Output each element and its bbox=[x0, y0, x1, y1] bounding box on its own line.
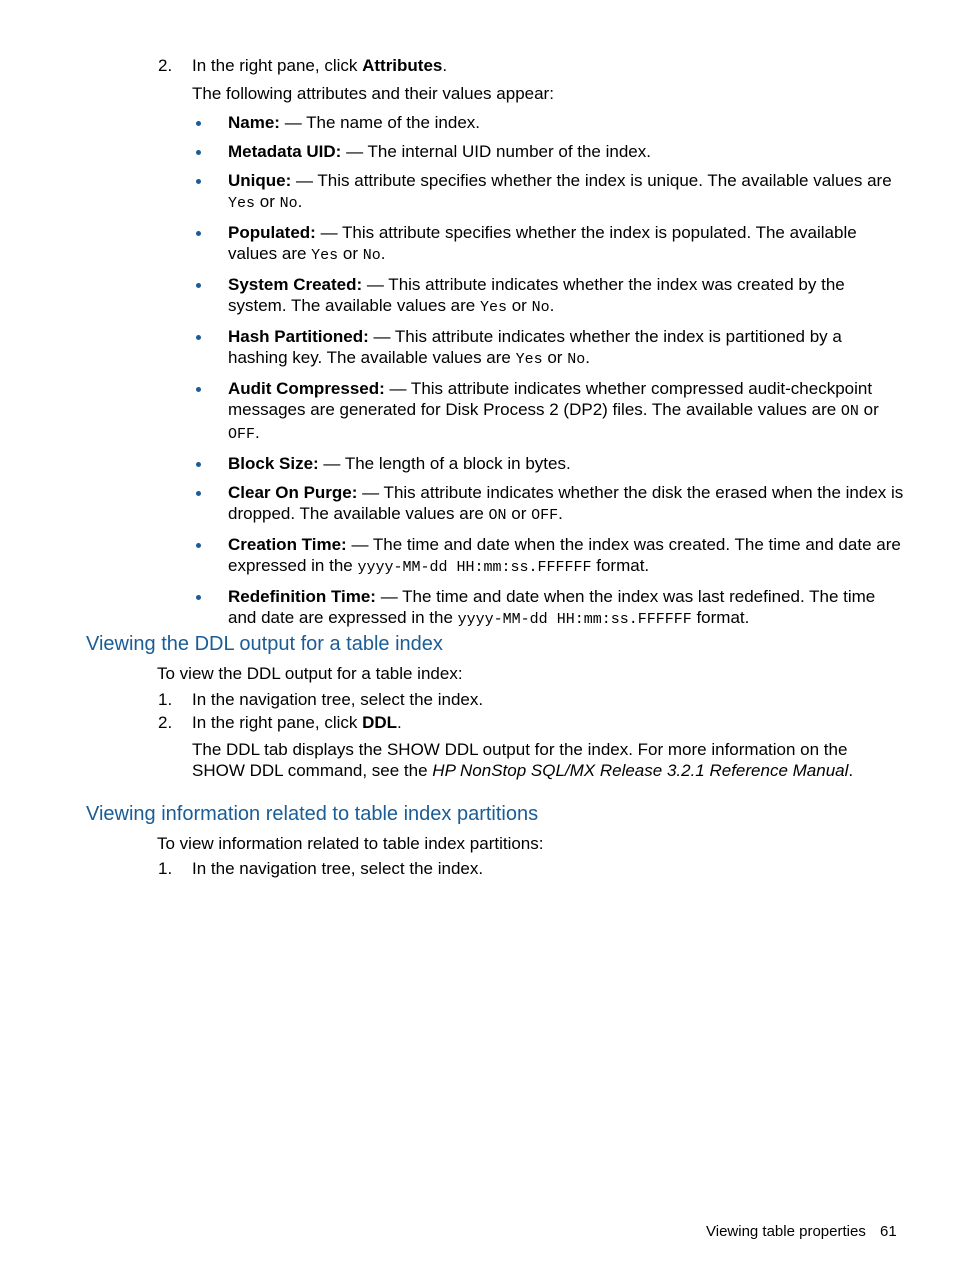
bullet-icon bbox=[196, 283, 201, 288]
step-number: 1. bbox=[158, 690, 173, 709]
list-item-system-created: System Created: — This attribute indicates whether the index was created by the system. The available values are Yes or No. bbox=[193, 274, 905, 318]
list-item-creation-time: Creation Time: — The time and date when the index was created. The time and date are expressed in the yyyy-MM-dd HH:mm:ss.FFFFFF format. bbox=[193, 534, 905, 578]
partitions-step-1-text: In the navigation tree, select the index. bbox=[192, 859, 484, 878]
step-number: 2. bbox=[158, 56, 173, 75]
section-heading-partitions: Viewing information related to table index partitions bbox=[86, 803, 539, 825]
bullet-icon bbox=[196, 335, 201, 340]
list-item-redefinition-time: Redefinition Time: — The time and date when the index was last redefined. The time and date are expressed in the yyyy-MM-dd HH:mm:ss.FFFFFF format. bbox=[193, 586, 905, 630]
ui-label-ddl: DDL bbox=[362, 713, 398, 732]
list-item-unique: Unique: — This attribute specifies whether the index is unique. The available values are Yes or No. bbox=[193, 170, 905, 214]
bullet-icon bbox=[196, 231, 201, 236]
list-item-name: Name: — The name of the index. bbox=[193, 112, 905, 133]
ddl-step-2-text: In the right pane, click DDL. bbox=[192, 713, 402, 732]
ddl-step-1-text: In the navigation tree, select the index. bbox=[192, 690, 484, 709]
bullet-icon bbox=[196, 121, 201, 126]
bullet-icon bbox=[196, 387, 201, 392]
partitions-intro: To view information related to table index partitions: bbox=[157, 834, 544, 853]
attributes-intro: The following attributes and their values appear: bbox=[192, 84, 554, 103]
section-heading-ddl: Viewing the DDL output for a table index bbox=[86, 633, 443, 655]
bullet-icon bbox=[196, 491, 201, 496]
ui-label-attributes: Attributes bbox=[362, 56, 443, 75]
bullet-icon bbox=[196, 543, 201, 548]
ddl-note: The DDL tab displays the SHOW DDL output for the index. For more information on the SHOW DDL command, see the HP NonStop SQL/MX Release 3.2.1 Reference Manual. bbox=[192, 740, 854, 780]
list-item-hash-partitioned: Hash Partitioned: — This attribute indicates whether the index is partitioned by a hashing key. The available values are Yes or No. bbox=[193, 326, 905, 370]
footer-section-title: Viewing table properties bbox=[706, 1223, 866, 1240]
bullet-icon bbox=[196, 462, 201, 467]
step-number: 1. bbox=[158, 859, 173, 878]
ddl-intro: To view the DDL output for a table index: bbox=[157, 664, 463, 683]
list-item-metadata-uid: Metadata UID: — The internal UID number of the index. bbox=[193, 141, 905, 162]
page-number: 61 bbox=[880, 1223, 897, 1240]
bullet-icon bbox=[196, 595, 201, 600]
manual-title: HP NonStop SQL/MX Release 3.2.1 Reference Manual bbox=[432, 761, 849, 780]
list-item-populated: Populated: — This attribute specifies whether the index is populated. The available values are Yes or No. bbox=[193, 222, 905, 266]
list-item-block-size: Block Size: — The length of a block in bytes. bbox=[193, 453, 905, 474]
bullet-icon bbox=[196, 179, 201, 184]
list-item-audit-compressed: Audit Compressed: — This attribute indicates whether compressed audit-checkpoint messages are generated for Disk Process 2 (DP2) files. The available values are ON or OFF. bbox=[193, 378, 905, 445]
list-item-clear-on-purge: Clear On Purge: — This attribute indicates whether the disk the erased when the index is dropped. The available values are ON or OFF. bbox=[193, 482, 905, 526]
step-number: 2. bbox=[158, 713, 173, 732]
attribute-list bbox=[193, 112, 905, 638]
bullet-icon bbox=[196, 150, 201, 155]
step-text: In the right pane, click Attributes. bbox=[192, 56, 448, 75]
